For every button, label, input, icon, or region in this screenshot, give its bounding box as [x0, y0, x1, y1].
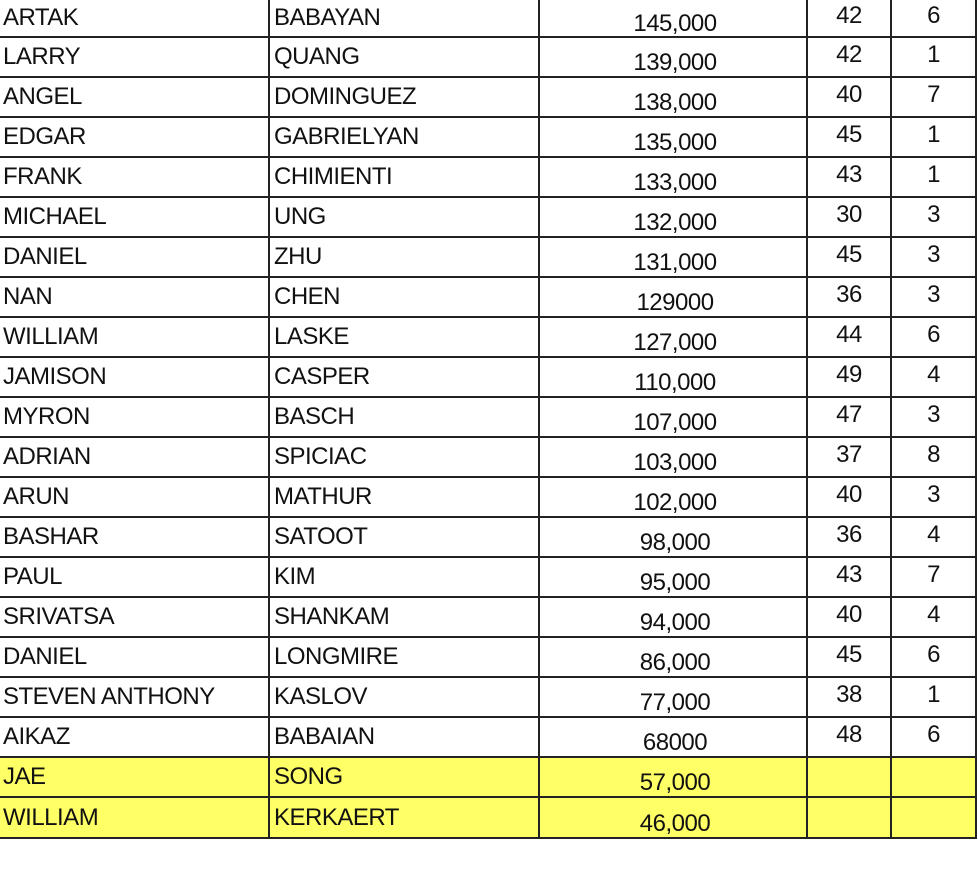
last-name-cell[interactable]: [269, 557, 539, 597]
first-name-cell-text: JAMISON: [3, 363, 107, 390]
value-cell-col5-text: 6: [927, 641, 940, 668]
salary-cell[interactable]: [539, 117, 807, 157]
value-cell-col5-text: 4: [927, 361, 940, 388]
salary-cell-text: 86,000: [639, 649, 711, 676]
table-row: [0, 797, 976, 838]
table-row: [0, 757, 976, 797]
value-cell-col5[interactable]: [891, 197, 976, 237]
salary-cell-text: 145,000: [633, 10, 717, 37]
value-cell-col5-text: 6: [927, 721, 940, 748]
value-cell-col4[interactable]: [807, 757, 891, 797]
value-cell-col4[interactable]: [807, 197, 891, 237]
last-name-cell-text: DOMINGUEZ: [274, 83, 417, 110]
salary-cell-text: 103,000: [633, 449, 717, 476]
first-name-cell-text: STEVEN ANTHONY: [3, 683, 215, 710]
last-name-cell[interactable]: [269, 437, 539, 477]
salary-cell-text: 133,000: [633, 169, 717, 196]
last-name-cell-text: CHEN: [274, 283, 341, 310]
salary-cell-text: 131,000: [633, 249, 717, 276]
first-name-cell[interactable]: [0, 437, 269, 477]
salary-cell[interactable]: [539, 597, 807, 637]
salary-cell-text: 129000: [636, 289, 714, 316]
first-name-cell[interactable]: [0, 317, 269, 357]
value-cell-col5[interactable]: [891, 77, 976, 117]
table-row: [0, 37, 976, 77]
value-cell-col5-text: 3: [927, 201, 940, 228]
salary-cell-text: 110,000: [634, 369, 716, 396]
table-row: [0, 237, 976, 277]
table-row: [0, 717, 976, 757]
value-cell-col5[interactable]: [891, 677, 976, 717]
salary-cell[interactable]: [539, 677, 807, 717]
salary-cell[interactable]: [539, 797, 807, 838]
value-cell-col4-text: 45: [836, 241, 862, 268]
first-name-cell-text: SRIVATSA: [3, 603, 115, 630]
value-cell-col5-text: 6: [927, 321, 940, 348]
table-row: [0, 277, 976, 317]
value-cell-col5[interactable]: [891, 597, 976, 637]
first-name-cell[interactable]: [0, 557, 269, 597]
first-name-cell-text: WILLIAM: [3, 803, 99, 831]
salary-cell-text: 94,000: [639, 609, 711, 636]
value-cell-col5[interactable]: [891, 757, 976, 797]
first-name-cell-text: LARRY: [3, 43, 81, 70]
last-name-cell-text: ZHU: [274, 243, 322, 270]
first-name-cell[interactable]: [0, 37, 269, 77]
table-row: [0, 357, 976, 397]
last-name-cell[interactable]: [269, 117, 539, 157]
salary-cell[interactable]: [539, 317, 807, 357]
salary-cell[interactable]: [539, 0, 807, 37]
salary-cell-text: 127,000: [633, 329, 717, 356]
first-name-cell-text: ARTAK: [3, 4, 79, 31]
salary-cell-text: 77,000: [639, 689, 711, 716]
first-name-cell-text: AIKAZ: [3, 723, 70, 750]
salary-cell[interactable]: [539, 757, 807, 797]
value-cell-col4[interactable]: [807, 0, 891, 37]
last-name-cell[interactable]: [269, 237, 539, 277]
value-cell-col5[interactable]: [891, 357, 976, 397]
last-name-cell-text: SPICIAC: [274, 443, 367, 470]
table-row: [0, 77, 976, 117]
salary-cell[interactable]: [539, 397, 807, 437]
value-cell-col5[interactable]: [891, 277, 976, 317]
value-cell-col4-text: 49: [836, 361, 862, 388]
last-name-cell-text: UNG: [274, 203, 326, 230]
last-name-cell-text: BABAYAN: [274, 4, 381, 31]
value-cell-col4[interactable]: [807, 517, 891, 557]
first-name-cell[interactable]: [0, 637, 269, 677]
value-cell-col5[interactable]: [891, 317, 976, 357]
first-name-cell-text: EDGAR: [3, 123, 86, 150]
value-cell-col5[interactable]: [891, 157, 976, 197]
first-name-cell-text: JAE: [3, 763, 46, 790]
value-cell-col4[interactable]: [807, 77, 891, 117]
value-cell-col5-text: 7: [927, 81, 940, 108]
salary-cell[interactable]: [539, 717, 807, 757]
last-name-cell-text: SATOOT: [274, 523, 368, 550]
value-cell-col4-text: 40: [836, 81, 862, 108]
first-name-cell-text: ANGEL: [3, 83, 82, 110]
salary-cell[interactable]: [539, 157, 807, 197]
value-cell-col5[interactable]: [891, 517, 976, 557]
table-row: [0, 637, 976, 677]
salary-cell-text: 98,000: [639, 529, 711, 556]
value-cell-col5[interactable]: [891, 797, 976, 838]
value-cell-col4[interactable]: [807, 157, 891, 197]
value-cell-col4-text: 48: [836, 721, 862, 748]
last-name-cell[interactable]: [269, 717, 539, 757]
value-cell-col4-text: 45: [836, 121, 862, 148]
value-cell-col4[interactable]: [807, 637, 891, 677]
last-name-cell-text: GABRIELYAN: [274, 123, 419, 150]
table-row: [0, 437, 976, 477]
salary-cell-text: 95,000: [639, 569, 711, 596]
last-name-cell[interactable]: [269, 37, 539, 77]
salary-cell[interactable]: [539, 437, 807, 477]
value-cell-col4[interactable]: [807, 117, 891, 157]
first-name-cell[interactable]: [0, 237, 269, 277]
first-name-cell[interactable]: [0, 157, 269, 197]
first-name-cell[interactable]: [0, 797, 269, 838]
salary-cell-text: 68000: [642, 729, 708, 756]
last-name-cell[interactable]: [269, 277, 539, 317]
value-cell-col4[interactable]: [807, 37, 891, 77]
value-cell-col5[interactable]: [891, 437, 976, 477]
first-name-cell[interactable]: [0, 597, 269, 637]
last-name-cell[interactable]: [269, 637, 539, 677]
value-cell-col5-text: 3: [927, 281, 940, 308]
salary-cell[interactable]: [539, 197, 807, 237]
last-name-cell[interactable]: [269, 597, 539, 637]
table-row: [0, 597, 976, 637]
first-name-cell[interactable]: [0, 0, 269, 37]
first-name-cell[interactable]: [0, 477, 269, 517]
value-cell-col5-text: 4: [927, 521, 940, 548]
salary-cell-text: 107,000: [633, 409, 717, 436]
last-name-cell-text: LONGMIRE: [274, 643, 399, 670]
value-cell-col5[interactable]: [891, 717, 976, 757]
value-cell-col4-text: 42: [836, 2, 862, 29]
table-row: [0, 197, 976, 237]
last-name-cell-text: BASCH: [274, 403, 355, 430]
value-cell-col5[interactable]: [891, 637, 976, 677]
salary-cell-text: 138,000: [633, 89, 717, 116]
value-cell-col5[interactable]: [891, 477, 976, 517]
last-name-cell[interactable]: [269, 397, 539, 437]
table-row: [0, 557, 976, 597]
last-name-cell[interactable]: [269, 757, 539, 797]
value-cell-col4-text: 43: [836, 161, 862, 188]
salary-cell-text: 139,000: [633, 49, 717, 76]
value-cell-col4[interactable]: [807, 477, 891, 517]
value-cell-col5-text: 1: [927, 681, 940, 708]
table-row: [0, 317, 976, 357]
first-name-cell[interactable]: [0, 117, 269, 157]
first-name-cell-text: NAN: [3, 283, 53, 310]
salary-cell-text: 57,000: [639, 769, 711, 796]
first-name-cell-text: MYRON: [3, 403, 90, 430]
value-cell-col4[interactable]: [807, 797, 891, 838]
last-name-cell[interactable]: [269, 317, 539, 357]
value-cell-col5[interactable]: [891, 37, 976, 77]
value-cell-col4-text: 36: [836, 521, 862, 548]
value-cell-col4[interactable]: [807, 237, 891, 277]
first-name-cell[interactable]: [0, 717, 269, 757]
value-cell-col4-text: 36: [836, 281, 862, 308]
table-row: [0, 0, 976, 37]
value-cell-col5[interactable]: [891, 0, 976, 37]
last-name-cell-text: KASLOV: [274, 683, 368, 710]
value-cell-col5-text: 4: [927, 601, 940, 628]
salary-cell[interactable]: [539, 637, 807, 677]
salary-cell[interactable]: [539, 477, 807, 517]
last-name-cell-text: KERKAERT: [274, 803, 399, 831]
last-name-cell[interactable]: [269, 477, 539, 517]
value-cell-col4-text: 40: [836, 601, 862, 628]
value-cell-col5-text: 8: [927, 441, 940, 468]
value-cell-col4[interactable]: [807, 597, 891, 637]
last-name-cell[interactable]: [269, 77, 539, 117]
last-name-cell-text: KIM: [274, 563, 316, 590]
last-name-cell-text: SHANKAM: [274, 603, 390, 630]
salary-cell[interactable]: [539, 357, 807, 397]
table-row: [0, 157, 976, 197]
value-cell-col5-text: 3: [927, 481, 940, 508]
salary-cell[interactable]: [539, 237, 807, 277]
last-name-cell[interactable]: [269, 357, 539, 397]
first-name-cell[interactable]: [0, 677, 269, 717]
value-cell-col5[interactable]: [891, 397, 976, 437]
value-cell-col5-text: 3: [927, 401, 940, 428]
value-cell-col4[interactable]: [807, 317, 891, 357]
value-cell-col4-text: 30: [836, 201, 862, 228]
last-name-cell[interactable]: [269, 677, 539, 717]
last-name-cell-text: LASKE: [274, 323, 349, 350]
first-name-cell[interactable]: [0, 397, 269, 437]
salary-cell[interactable]: [539, 77, 807, 117]
first-name-cell-text: MICHAEL: [3, 203, 107, 230]
value-cell-col4-text: 47: [836, 401, 862, 428]
first-name-cell-text: DANIEL: [3, 643, 87, 670]
value-cell-col4-text: 37: [836, 441, 862, 468]
last-name-cell-text: SONG: [274, 763, 343, 790]
last-name-cell-text: BABAIAN: [274, 723, 375, 750]
table-row: [0, 117, 976, 157]
first-name-cell[interactable]: [0, 357, 269, 397]
last-name-cell[interactable]: [269, 157, 539, 197]
first-name-cell-text: ADRIAN: [3, 443, 91, 470]
first-name-cell-text: DANIEL: [3, 243, 87, 270]
salary-cell[interactable]: [539, 277, 807, 317]
salary-cell[interactable]: [539, 37, 807, 77]
value-cell-col5-text: 6: [927, 2, 940, 29]
value-cell-col4[interactable]: [807, 277, 891, 317]
value-cell-col5-text: 1: [927, 161, 940, 188]
value-cell-col4[interactable]: [807, 357, 891, 397]
first-name-cell[interactable]: [0, 517, 269, 557]
first-name-cell[interactable]: [0, 197, 269, 237]
salary-cell-text: 46,000: [639, 809, 711, 837]
last-name-cell[interactable]: [269, 517, 539, 557]
last-name-cell-text: MATHUR: [274, 483, 372, 510]
salary-cell-text: 102,000: [633, 489, 717, 516]
value-cell-col5[interactable]: [891, 117, 976, 157]
first-name-cell-text: ARUN: [3, 483, 70, 510]
value-cell-col4-text: 43: [836, 561, 862, 588]
last-name-cell[interactable]: [269, 0, 539, 37]
first-name-cell-text: BASHAR: [3, 523, 99, 550]
value-cell-col5-text: 3: [927, 241, 940, 268]
value-cell-col4[interactable]: [807, 397, 891, 437]
first-name-cell-text: WILLIAM: [3, 323, 99, 350]
value-cell-col4[interactable]: [807, 717, 891, 757]
value-cell-col4[interactable]: [807, 437, 891, 477]
table-row: [0, 477, 976, 517]
value-cell-col4-text: 42: [836, 41, 862, 68]
last-name-cell[interactable]: [269, 197, 539, 237]
value-cell-col5-text: 7: [927, 561, 940, 588]
last-name-cell[interactable]: [269, 797, 539, 838]
value-cell-col5-text: 1: [927, 41, 940, 68]
table-row: [0, 677, 976, 717]
value-cell-col4-text: 44: [836, 321, 862, 348]
salary-cell[interactable]: [539, 557, 807, 597]
first-name-cell-text: PAUL: [3, 563, 62, 590]
value-cell-col4-text: 45: [836, 641, 862, 668]
last-name-cell-text: CHIMIENTI: [274, 163, 393, 190]
value-cell-col5-text: 1: [927, 121, 940, 148]
value-cell-col4[interactable]: [807, 557, 891, 597]
salary-cell-text: 135,000: [633, 129, 717, 156]
value-cell-col5[interactable]: [891, 237, 976, 277]
value-cell-col4-text: 38: [836, 681, 862, 708]
last-name-cell-text: QUANG: [274, 43, 360, 70]
value-cell-col4-text: 40: [836, 481, 862, 508]
first-name-cell-text: FRANK: [3, 163, 82, 190]
table-row: [0, 517, 976, 557]
first-name-cell[interactable]: [0, 757, 269, 797]
value-cell-col5[interactable]: [891, 557, 976, 597]
last-name-cell-text: CASPER: [274, 363, 370, 390]
salary-cell-text: 132,000: [633, 209, 717, 236]
table-row: [0, 397, 976, 437]
value-cell-col4[interactable]: [807, 677, 891, 717]
first-name-cell[interactable]: [0, 77, 269, 117]
salary-cell[interactable]: [539, 517, 807, 557]
first-name-cell[interactable]: [0, 277, 269, 317]
